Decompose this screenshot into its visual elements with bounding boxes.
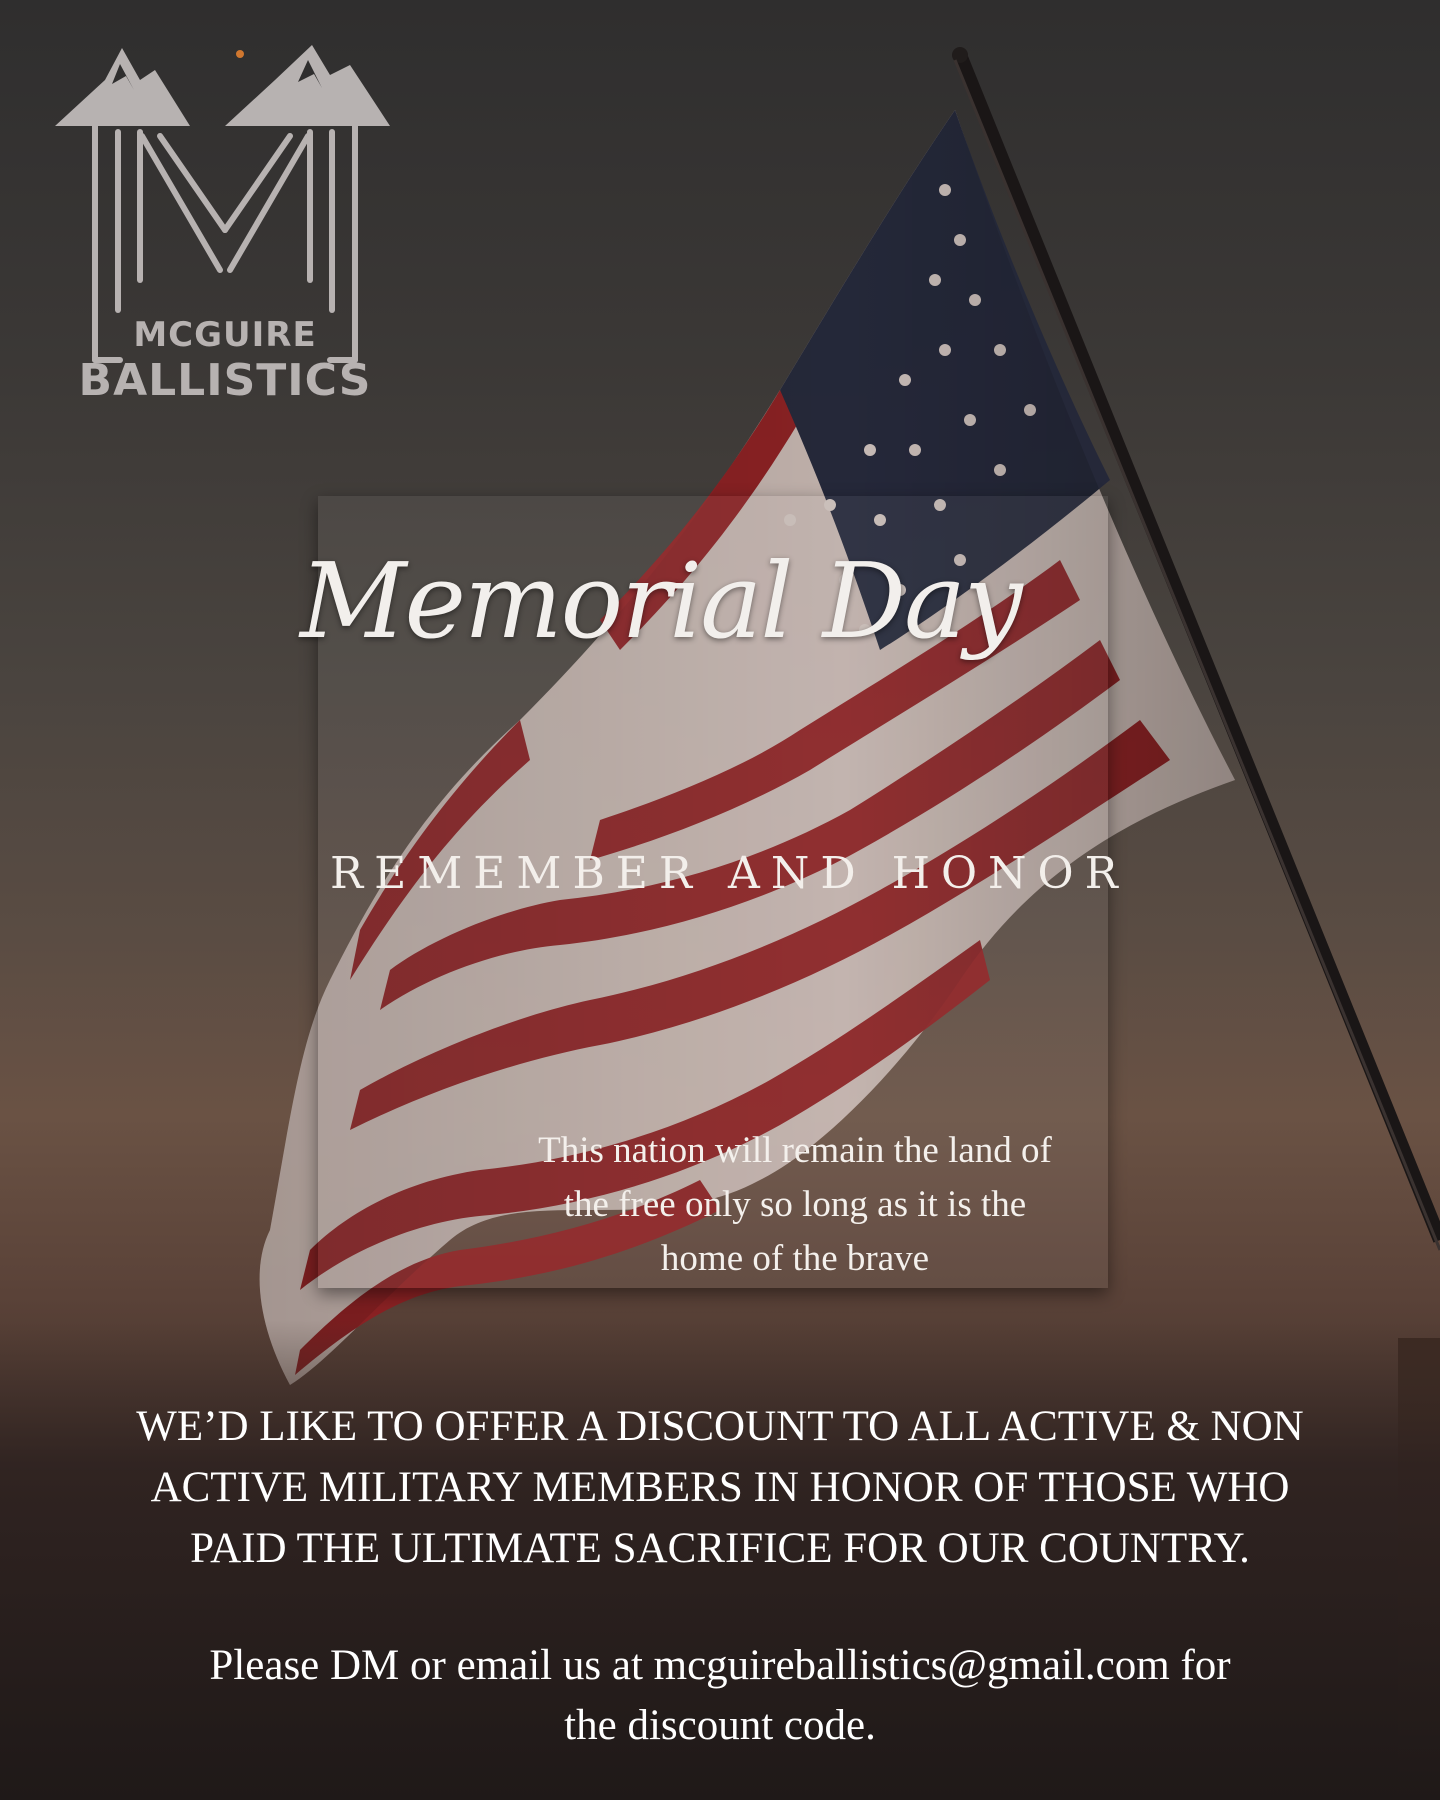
discount-offer — [60, 1396, 1380, 1579]
quote-line: This nation will remain the land of — [538, 1130, 1052, 1171]
logo-text-mcguire: MCGUIRE — [133, 315, 317, 355]
quote-line: home of the brave — [660, 1238, 930, 1279]
subtitle: REMEMBER AND HONOR — [330, 848, 1129, 899]
headline: Memorial Day — [300, 540, 1021, 662]
contact-info — [60, 1636, 1380, 1756]
logo-text-ballistics: BALLISTICS — [78, 355, 372, 406]
contact-line: the discount code. — [564, 1702, 876, 1749]
offer-line: ACTIVE MILITARY MEMBERS IN HONOR OF THOSE WHO — [150, 1464, 1290, 1511]
contact-line: Please DM or email us at mcguireballistics@gmail.com for — [209, 1642, 1231, 1689]
brand-logo — [50, 40, 400, 410]
offer-line: WE’D LIKE TO OFFER A DISCOUNT TO ALL ACTIVE & NON — [136, 1403, 1304, 1450]
offer-line: PAID THE ULTIMATE SACRIFICE FOR OUR COUNTRY. — [190, 1525, 1250, 1572]
quote — [480, 1124, 1110, 1286]
quote-line: the free only so long as it is the — [563, 1184, 1027, 1225]
